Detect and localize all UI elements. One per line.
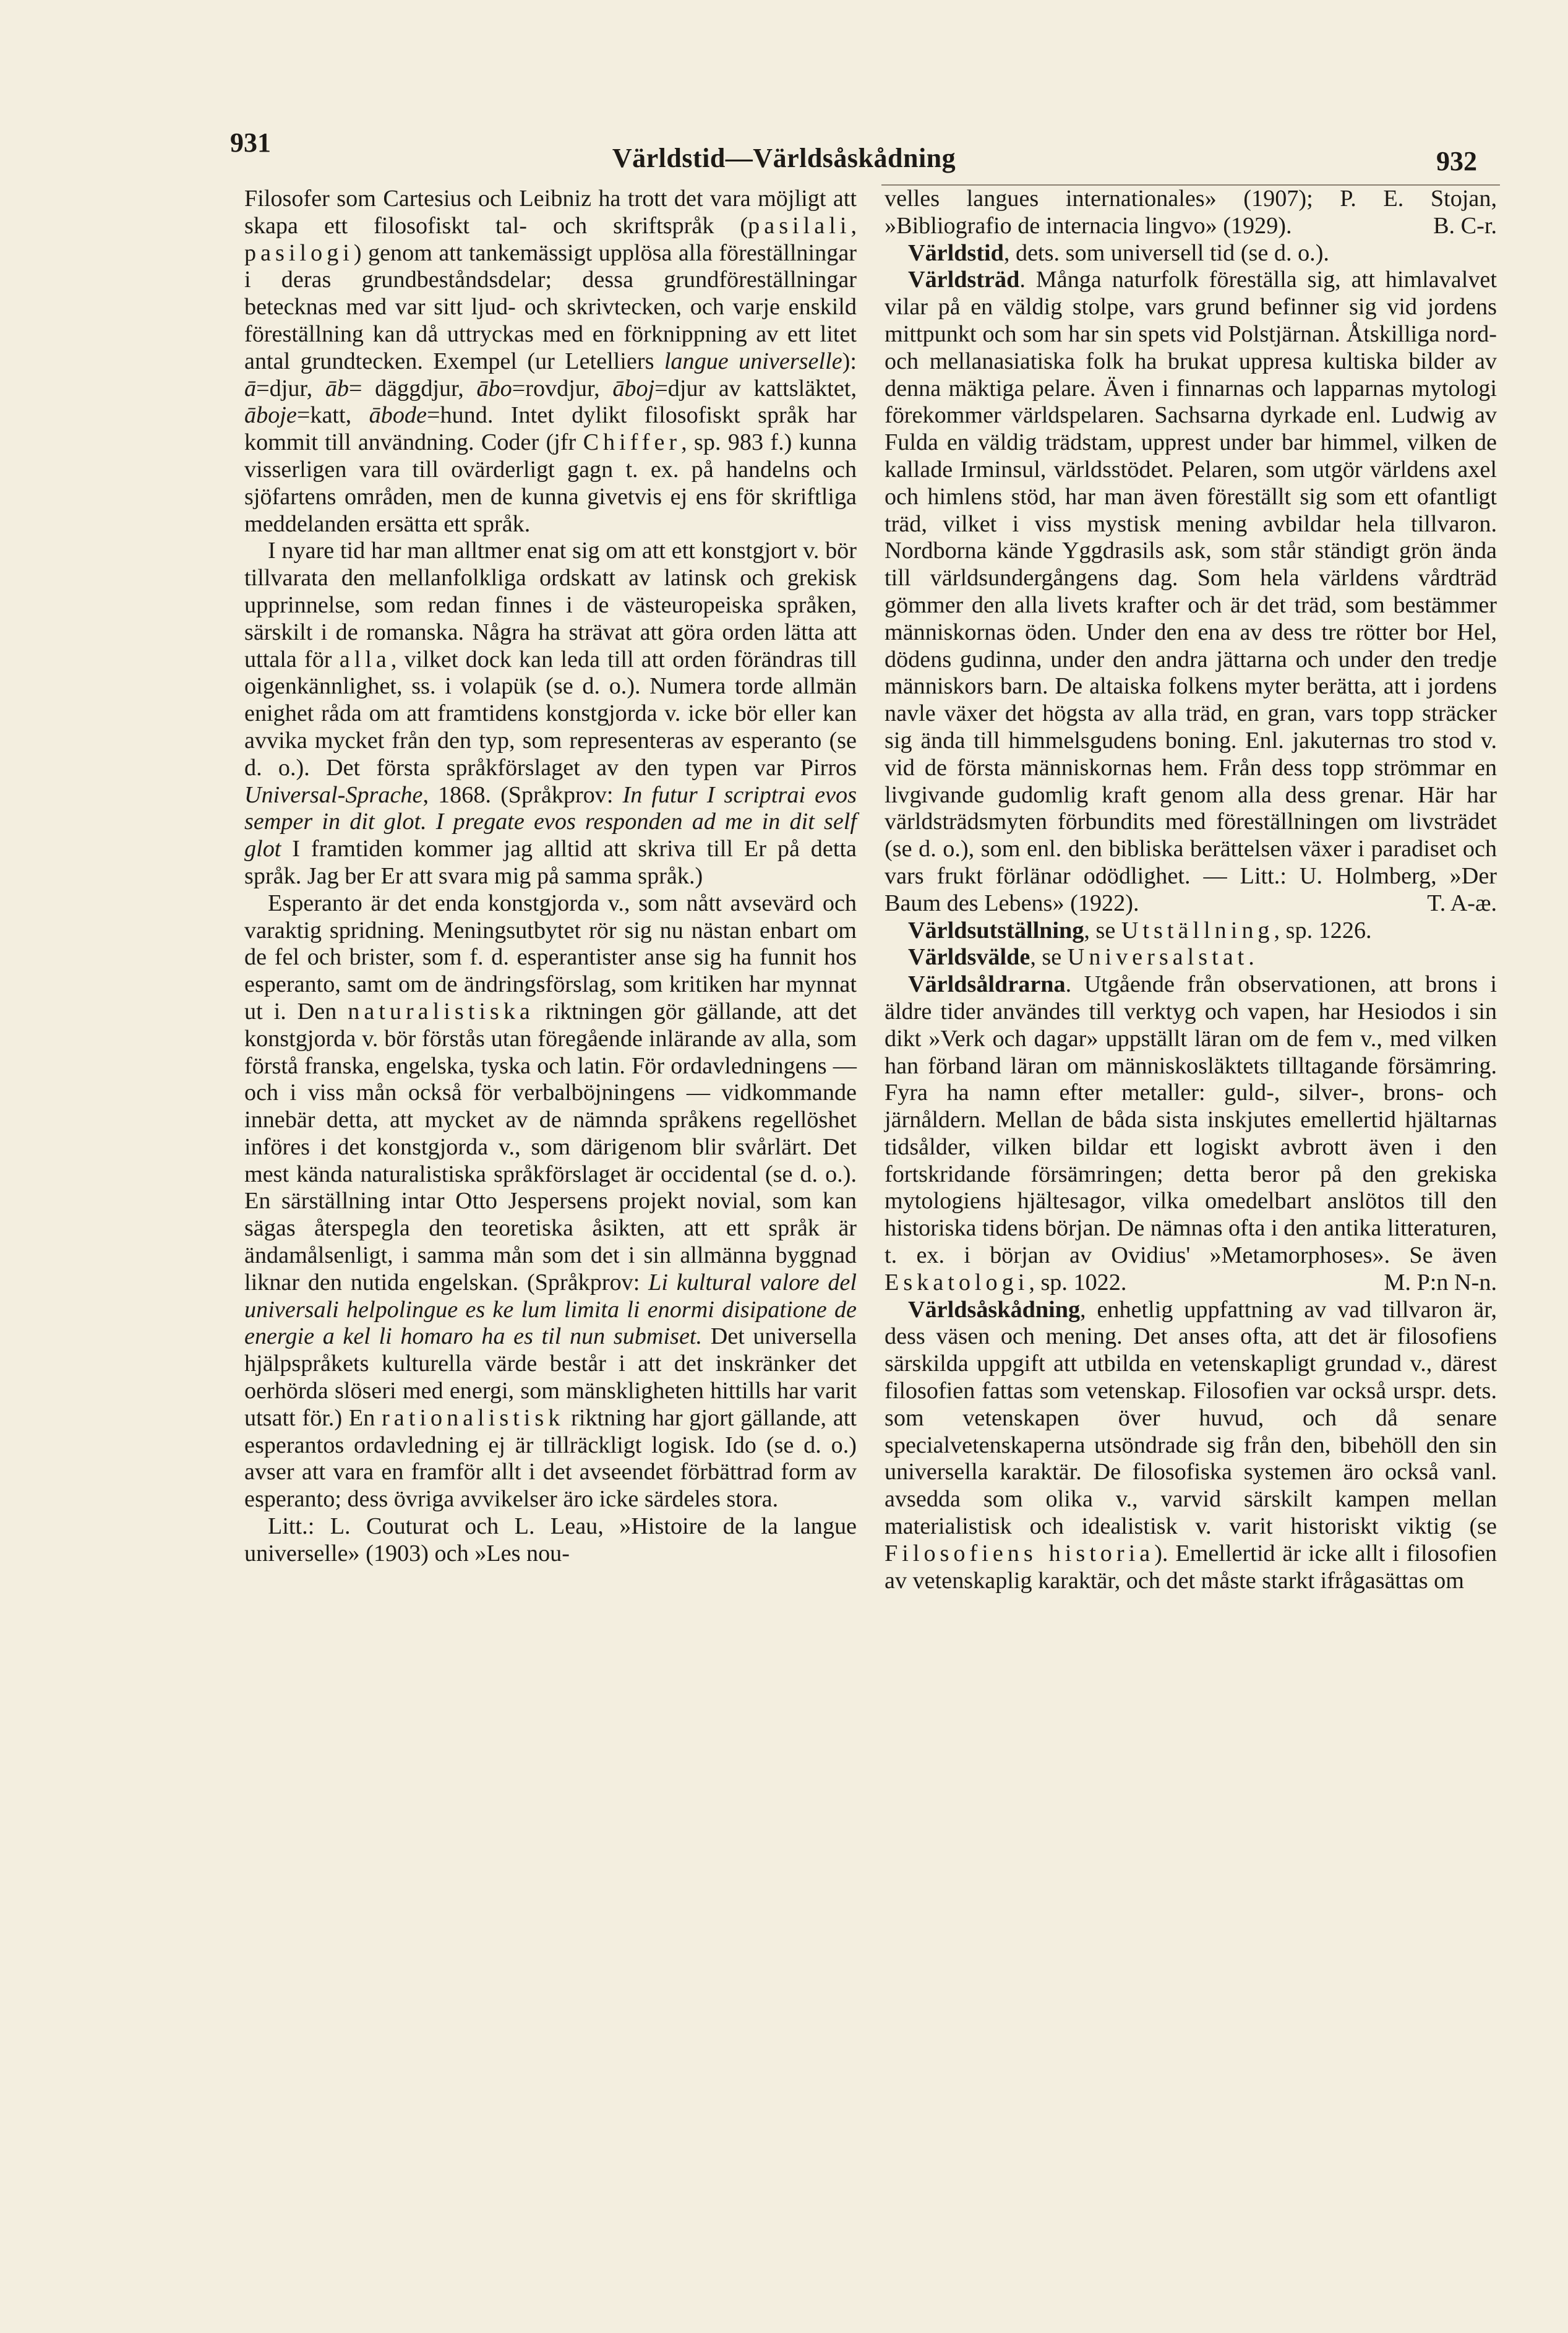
page-number-left: 931 bbox=[230, 127, 271, 158]
entry-varldstid: Världstid, dets. som universell tid (se d. o.). bbox=[908, 239, 1329, 266]
paragraph-modern-era: I nyare tid har man alltmer enat sig om att ett konstgjort v. bör tillvarata den mellanfolkliga ordskatt av latinsk och grekisk upprinnelse, som redan finnes i de västeuropeiska språken, särskilt i de romanska. Några ha strävat att göra orden lätta att uttala för alla, vilket dock kan leda till att orden förändras till oigenkännlighet, ss. i volapük (se d. o.). Numera torde allmän enighet råda om att framtidens konstgjorda v. icke bör eller kan avvika mycket från den typ, som representeras av esperanto (se d. o.). Det första språkförslaget av den typen var Pirros Universal-Sprache, 1868. (Språkprov: In futur I scriptrai evos semper in dit glot. I pregate evos responden ad me in dit self glot I framtiden kommer jag alltid att skriva till Er på detta språk. Jag ber Er att svara mig på samma språk.) bbox=[244, 538, 857, 889]
entry-varldsutstallning: Världsutställning, se Utställning, sp. 1226. bbox=[908, 917, 1372, 943]
right-column bbox=[885, 186, 1497, 1594]
entry-varldsvalde: Världsvälde, se Universalstat. bbox=[908, 944, 1254, 971]
headword: Världsåldrarna bbox=[908, 971, 1066, 998]
running-title: Världstid—Världsåskådning bbox=[612, 143, 956, 173]
running-header bbox=[0, 0, 1568, 192]
entry-varldsaskadning: Världsåskådning, enhetlig uppfattning av vad tillvaron är, dess väsen och mening. Det anses ofta, att det är filosofiens särskilda uppgift att utbilda en vetenskapligt grundad v., därest filosofien fattas som vetenskap. Filosofien var också urspr. dets. som vetenskapen över huvud, och då senare specialvetenskaperna utsöndrade sig från den, bibehöll den sin universella karaktär. De filosofiska systemen äro också vanl. avsedda som olika v., varvid särskilt kampen mellan materialistisk och idealistisk v. varit historiskt viktig (se Filosofiens historia). Emellertid är icke allt i filosofien av vetenskaplig karaktär, och det måste starkt ifrågasättas om bbox=[885, 1296, 1497, 1594]
headword: Världsträd bbox=[908, 267, 1020, 293]
headword: Världsåskådning bbox=[908, 1296, 1081, 1323]
headword: Världsutställning bbox=[908, 917, 1084, 943]
headword: Världstid bbox=[908, 239, 1004, 266]
paragraph-philosophical-language: Filosofer som Cartesius och Leibniz ha trott det vara möjligt att skapa ett filosofiskt tal- och skriftspråk (pasilali, pasilogi) genom att tankemässigt upplösa alla föreställningar i deras grundbeståndsdelar; dessa grundföreställningar betecknas med var sitt ljud- och skrivtecken, och varje enskild föreställning kan då uttryckas med en förknippning av ett litet antal grundtecken. Exempel (ur Letelliers langue universelle): ā=djur, āb= däggdjur, ābo=rovdjur, āboj=djur av kattsläktet, āboje=katt, ābode=hund. Intet dylikt filosofiskt språk har kommit till användning. Coder (jfr Chiffer, sp. 983 f.) kunna visserligen vara till ovärderligt gagn t. ex. på handelns och sjöfartens områden, men de kunna givetvis ej ens för skriftliga meddelanden ersätta ett språk. bbox=[244, 186, 857, 537]
paragraph-esperanto: Esperanto är det enda konstgjorda v., som nått avsevärd och varaktig spridning. Meningsutbytet rör sig nu nästan enbart om de fel och brister, som f. d. esperantister anse sig ha funnit hos esperanto, samt om de ändringsförslag, som kritiken har mynnat ut i. Den naturalistiska riktningen gör gällande, att det konstgjorda v. bör förstås utan föregående inlärande av alla, som förstå franska, engelska, tyska och latin. För ordavledningens — och i viss mån också för verbalböjningens — vidkommande innebär detta, att mycket av de nämnda språkens regellöshet införes i det konstgjorda v., som därigenom blir svårlärt. Det mest kända naturalistiska språkförslaget är occidental (se d. o.). En särställning intar Otto Jespersens projekt novial, som kan sägas återspegla den teoretiska åsikten, att ett språk är ändamålsenligt, i samma mån som det i sin allmänna byggnad liknar den nutida engelskan. (Språkprov: Li kultural valore del universali helpolingue es ke lum limita li enormi disipatione de energie a kel li homaro ha es til nun submiset. Det universella hjälpspråkets kulturella värde består i att det inskränker det oerhörda slöseri med energi, som mänskligheten hittills har varit utsatt för.) En rationalistisk riktning har gjort gällande, att esperantos ordavledning ej är tillräckligt logisk. Ido (se d. o.) avser att vara en framför allt i det avseendet förbättrad form av esperanto; dess övriga avvikelser äro icke särdeles stora. bbox=[244, 890, 857, 1513]
author-signature: B. C-r. bbox=[1433, 212, 1497, 239]
page-number-right: 932 bbox=[1436, 146, 1477, 176]
author-signature: M. P:n N-n. bbox=[1384, 1269, 1497, 1295]
paragraph-literature: Litt.: L. Couturat och L. Leau, »Histoire de la langue universelle» (1903) och »Les nou- bbox=[244, 1513, 857, 1566]
paragraph-literature-continued: velles langues internationales» (1907); P. E. Stojan, »Bibliografio de internacia lingvo» (1929). B. C-r. bbox=[885, 186, 1497, 239]
entry-varldsaldrarna: Världsåldrarna. Utgående från observationen, att brons i äldre tider användes till verktyg och vapen, har Hesiodos i sin dikt »Verk och dagar» uppställt läran om de fem v., med vilken han förband läran om människosläktets tilltagande försämring. Fyra ha namn efter metaller: guld-, silver-, brons- och järnåldern. Mellan de båda sista inskjutes emellertid hjältarnas tidsålder, vilken bildar ett logiskt avbrott även i den fortskridande försämringen; detta beror på den grekiska mytologiens hjältesagor, vilka omedelbart anslötos till den historiska tidens början. De nämnas ofta i den antika litteraturen, t. ex. i början av Ovidius' »Metamorphoses». Se även Eskatologi, sp. 1022. M. P:n N-n. bbox=[885, 971, 1497, 1295]
headword: Världsvälde bbox=[908, 944, 1030, 971]
entry-varldstrad: Världsträd. Många naturfolk föreställa sig, att himlavalvet vilar på en väldig stolpe, vars grund befinner sig vid jordens mittpunkt och som har sin spets vid Polstjärnan. Åtskilliga nord- och mellanasiatiska folk ha brukat uppresa kultiska bilder av denna mäktiga pelare. Även i finnarnas och lapparnas mytologi förekommer världspelaren. Sachsarna dyrkade enl. Ludwig av Fulda en väldig trädstam, upprest under bar himmel, vilken de kallade Irminsul, världsstödet. Pelaren, som utgör världens axel och himlens stöd, har man även föreställt sig som ett ofantligt träd, vilket i viss mystisk mening avbildar hela tillvaron. Nordborna kände Yggdrasils ask, som står ständigt grön ända till världsundergångens dag. Som hela världens vårdträd gömmer den alla livets krafter och är det träd, som bestämmer människornas öden. Under den ena av dess tre rötter bor Hel, dödens gudinna, under den andra jättarna och under den tredje människors barn. De altaiska folkens myter berätta, att i jordens navle växer det högsta av alla träd, en gran, vars topp sträcker sig ända till himmelsgudens boning. Enl. jakuternas tro stod v. vid de första människornas hem. Från dess topp strömmar en livgivande gudomlig kraft genom alla dess grenar. Här har världsträdsmyten förbundits med föreställningen om livsträdet (se d. o.), som enl. den bibliska berättelsen växer i paradiset och vars frukt förlänar odödlighet. — Litt.: U. Holmberg, »Der Baum des Lebens» (1922). T. A-æ. bbox=[885, 267, 1497, 916]
left-column bbox=[244, 186, 857, 1568]
author-signature: T. A-æ. bbox=[1427, 890, 1497, 916]
